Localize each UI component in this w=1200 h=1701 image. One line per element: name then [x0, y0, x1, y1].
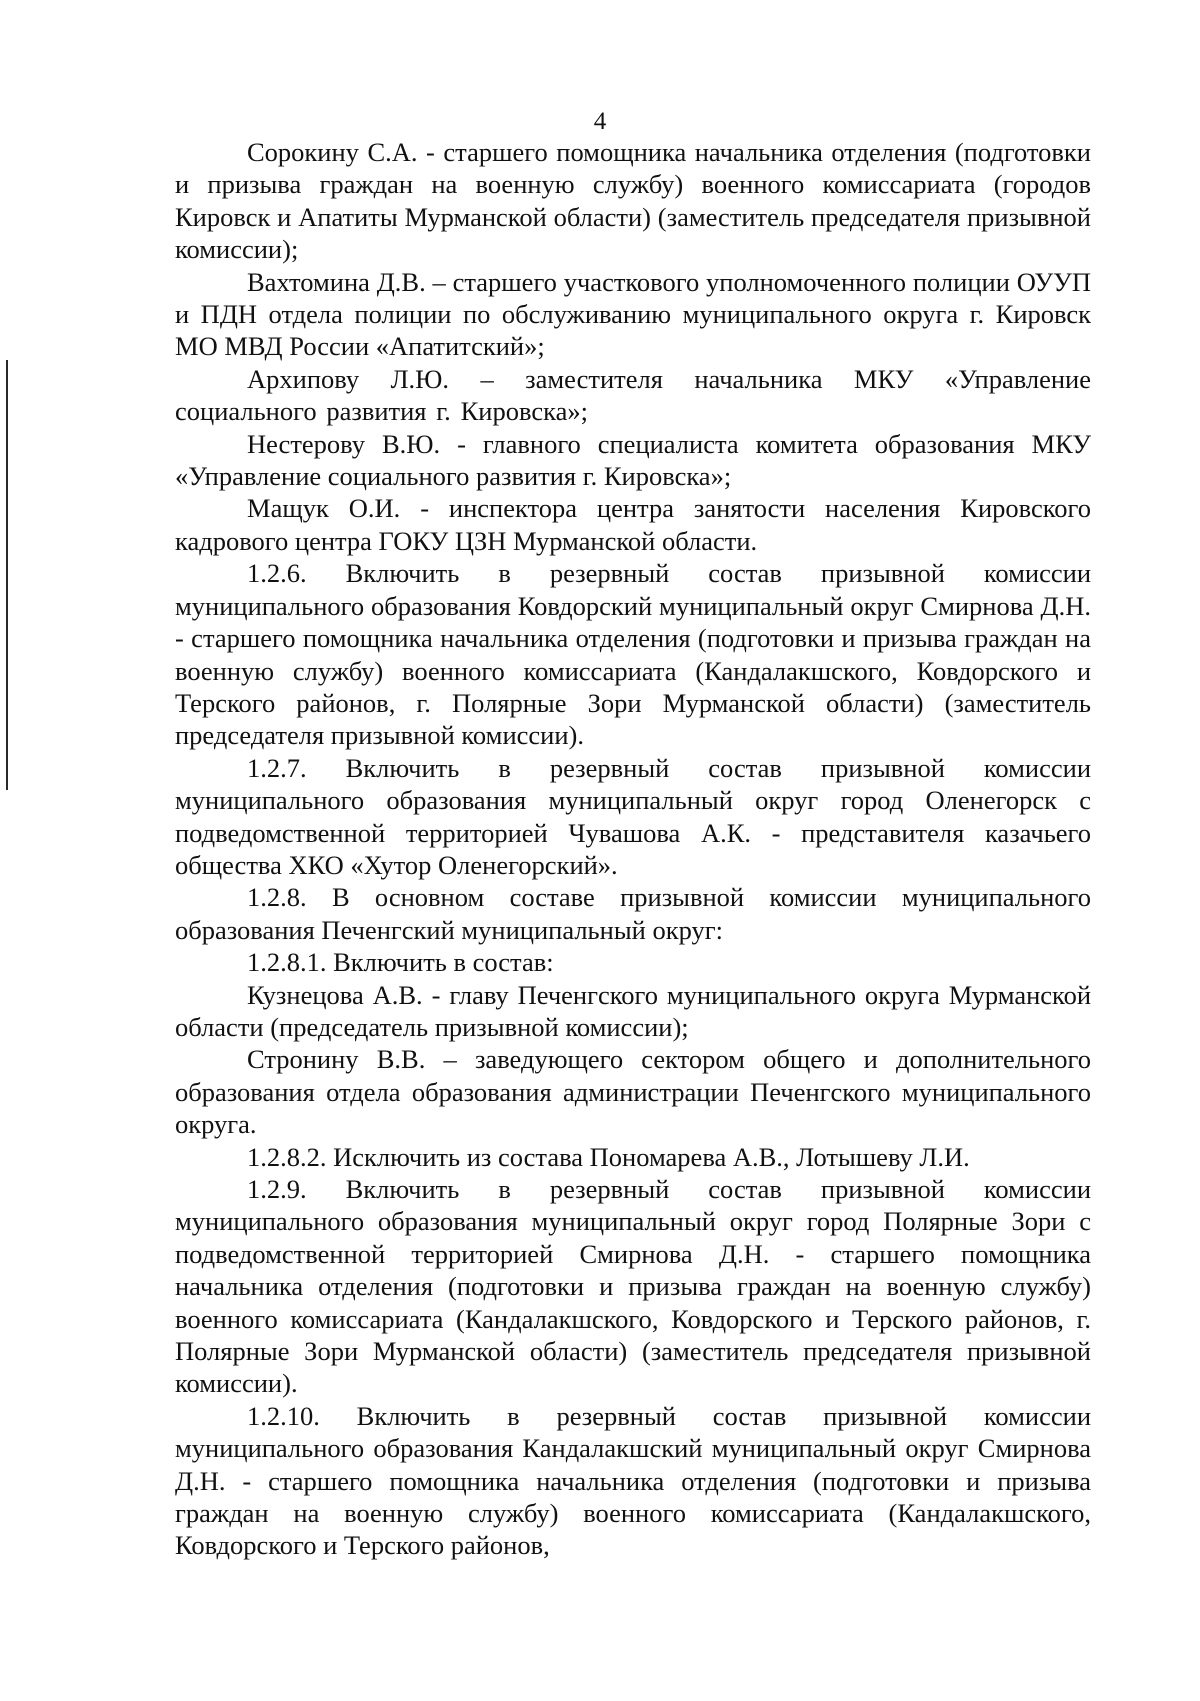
paragraph-sorokina: Сорокину С.А. - старшего помощника начальника отделения (подготовки и призыва граждан на военную службу) военного комиссариата (городов Кировск и Апатиты Мурманской области) (заместитель председателя призывной комиссии);	[175, 137, 1091, 265]
paragraph-1-2-6: 1.2.6. Включить в резервный состав призывной комиссии муниципального образования Ковдорский муниципальный округ Смирнова Д.Н. - старшего помощника начальника отделения (подготовки и призыва граждан на военную службу) военного комиссариата (Кандалакшского, Ковдорского и Терского районов, г. Полярные Зори Мурманской области) (заместитель председателя призывной комиссии).	[175, 558, 1091, 751]
paragraph-1-2-8: 1.2.8. В основном составе призывной комиссии муниципального образования Печенгский муниципальный округ:	[175, 882, 1091, 945]
paragraph-kuznetsova: Кузнецова А.В. - главу Печенгского муниципального округа Мурманской области (председатель призывной комиссии);	[175, 979, 1091, 1042]
paragraph-arkhipova: Архипову Л.Ю. – заместителя начальника МКУ «Управление социального развития г. Кировска»;	[175, 363, 1091, 427]
paragraph-mashchuk: Мащук О.И. - инспектора центра занятости населения Кировского кадрового центра ГОКУ ЦЗН Мурманской области.	[175, 493, 1091, 556]
page-number: 4	[593, 108, 607, 135]
paragraph-vakhtomin: Вахтомина Д.В. – старшего участкового уполномоченного полиции ОУУП и ПДН отдела полиции по обслуживанию муниципального округа г. Кировск МО МВД России «Апатитский»;	[175, 266, 1091, 362]
scan-edge-line	[6, 360, 8, 790]
paragraph-1-2-9: 1.2.9. Включить в резервный состав призывной комиссии муниципального образования муниципальный округ город Полярные Зори с подведомственной территорией Смирнова Д.Н. - старшего помощника начальника отделения (подготовки и призыва граждан на военную службу) военного комиссариата (Кандалакшского, Ковдорского и Терского районов, г. Полярные Зори Мурманской области) (заместитель председателя призывной комиссии).	[175, 1174, 1091, 1399]
paragraph-stronina: Стронину В.В. – заведующего сектором общего и дополнительного образования отдела образования администрации Печенгского муниципального округа.	[175, 1044, 1091, 1140]
paragraph-1-2-10: 1.2.10. Включить в резервный состав призывной комиссии муниципального образования Кандалакшский муниципальный округ Смирнова Д.Н. - старшего помощника начальника отделения (подготовки и призыва граждан на военную службу) военного комиссариата (Кандалакшского, Ковдорского и Терского районов,	[175, 1400, 1091, 1561]
paragraph-1-2-7: 1.2.7. Включить в резервный состав призывной комиссии муниципального образования муниципальный округ город Оленегорск с подведомственной территорией Чувашова А.К. - представителя казачьего общества ХКО «Хутор Оленегорский».	[175, 752, 1091, 880]
paragraph-1-2-8-2: 1.2.8.2. Исключить из состава Пономарева А.В., Лотышеву Л.И.	[247, 1141, 970, 1172]
paragraph-1-2-8-1: 1.2.8.1. Включить в состав:	[247, 947, 554, 978]
paragraph-nesterova: Нестерову В.Ю. - главного специалиста комитета образования МКУ «Управление социального развития г. Кировска»;	[175, 428, 1091, 492]
document-body	[175, 136, 1091, 1562]
